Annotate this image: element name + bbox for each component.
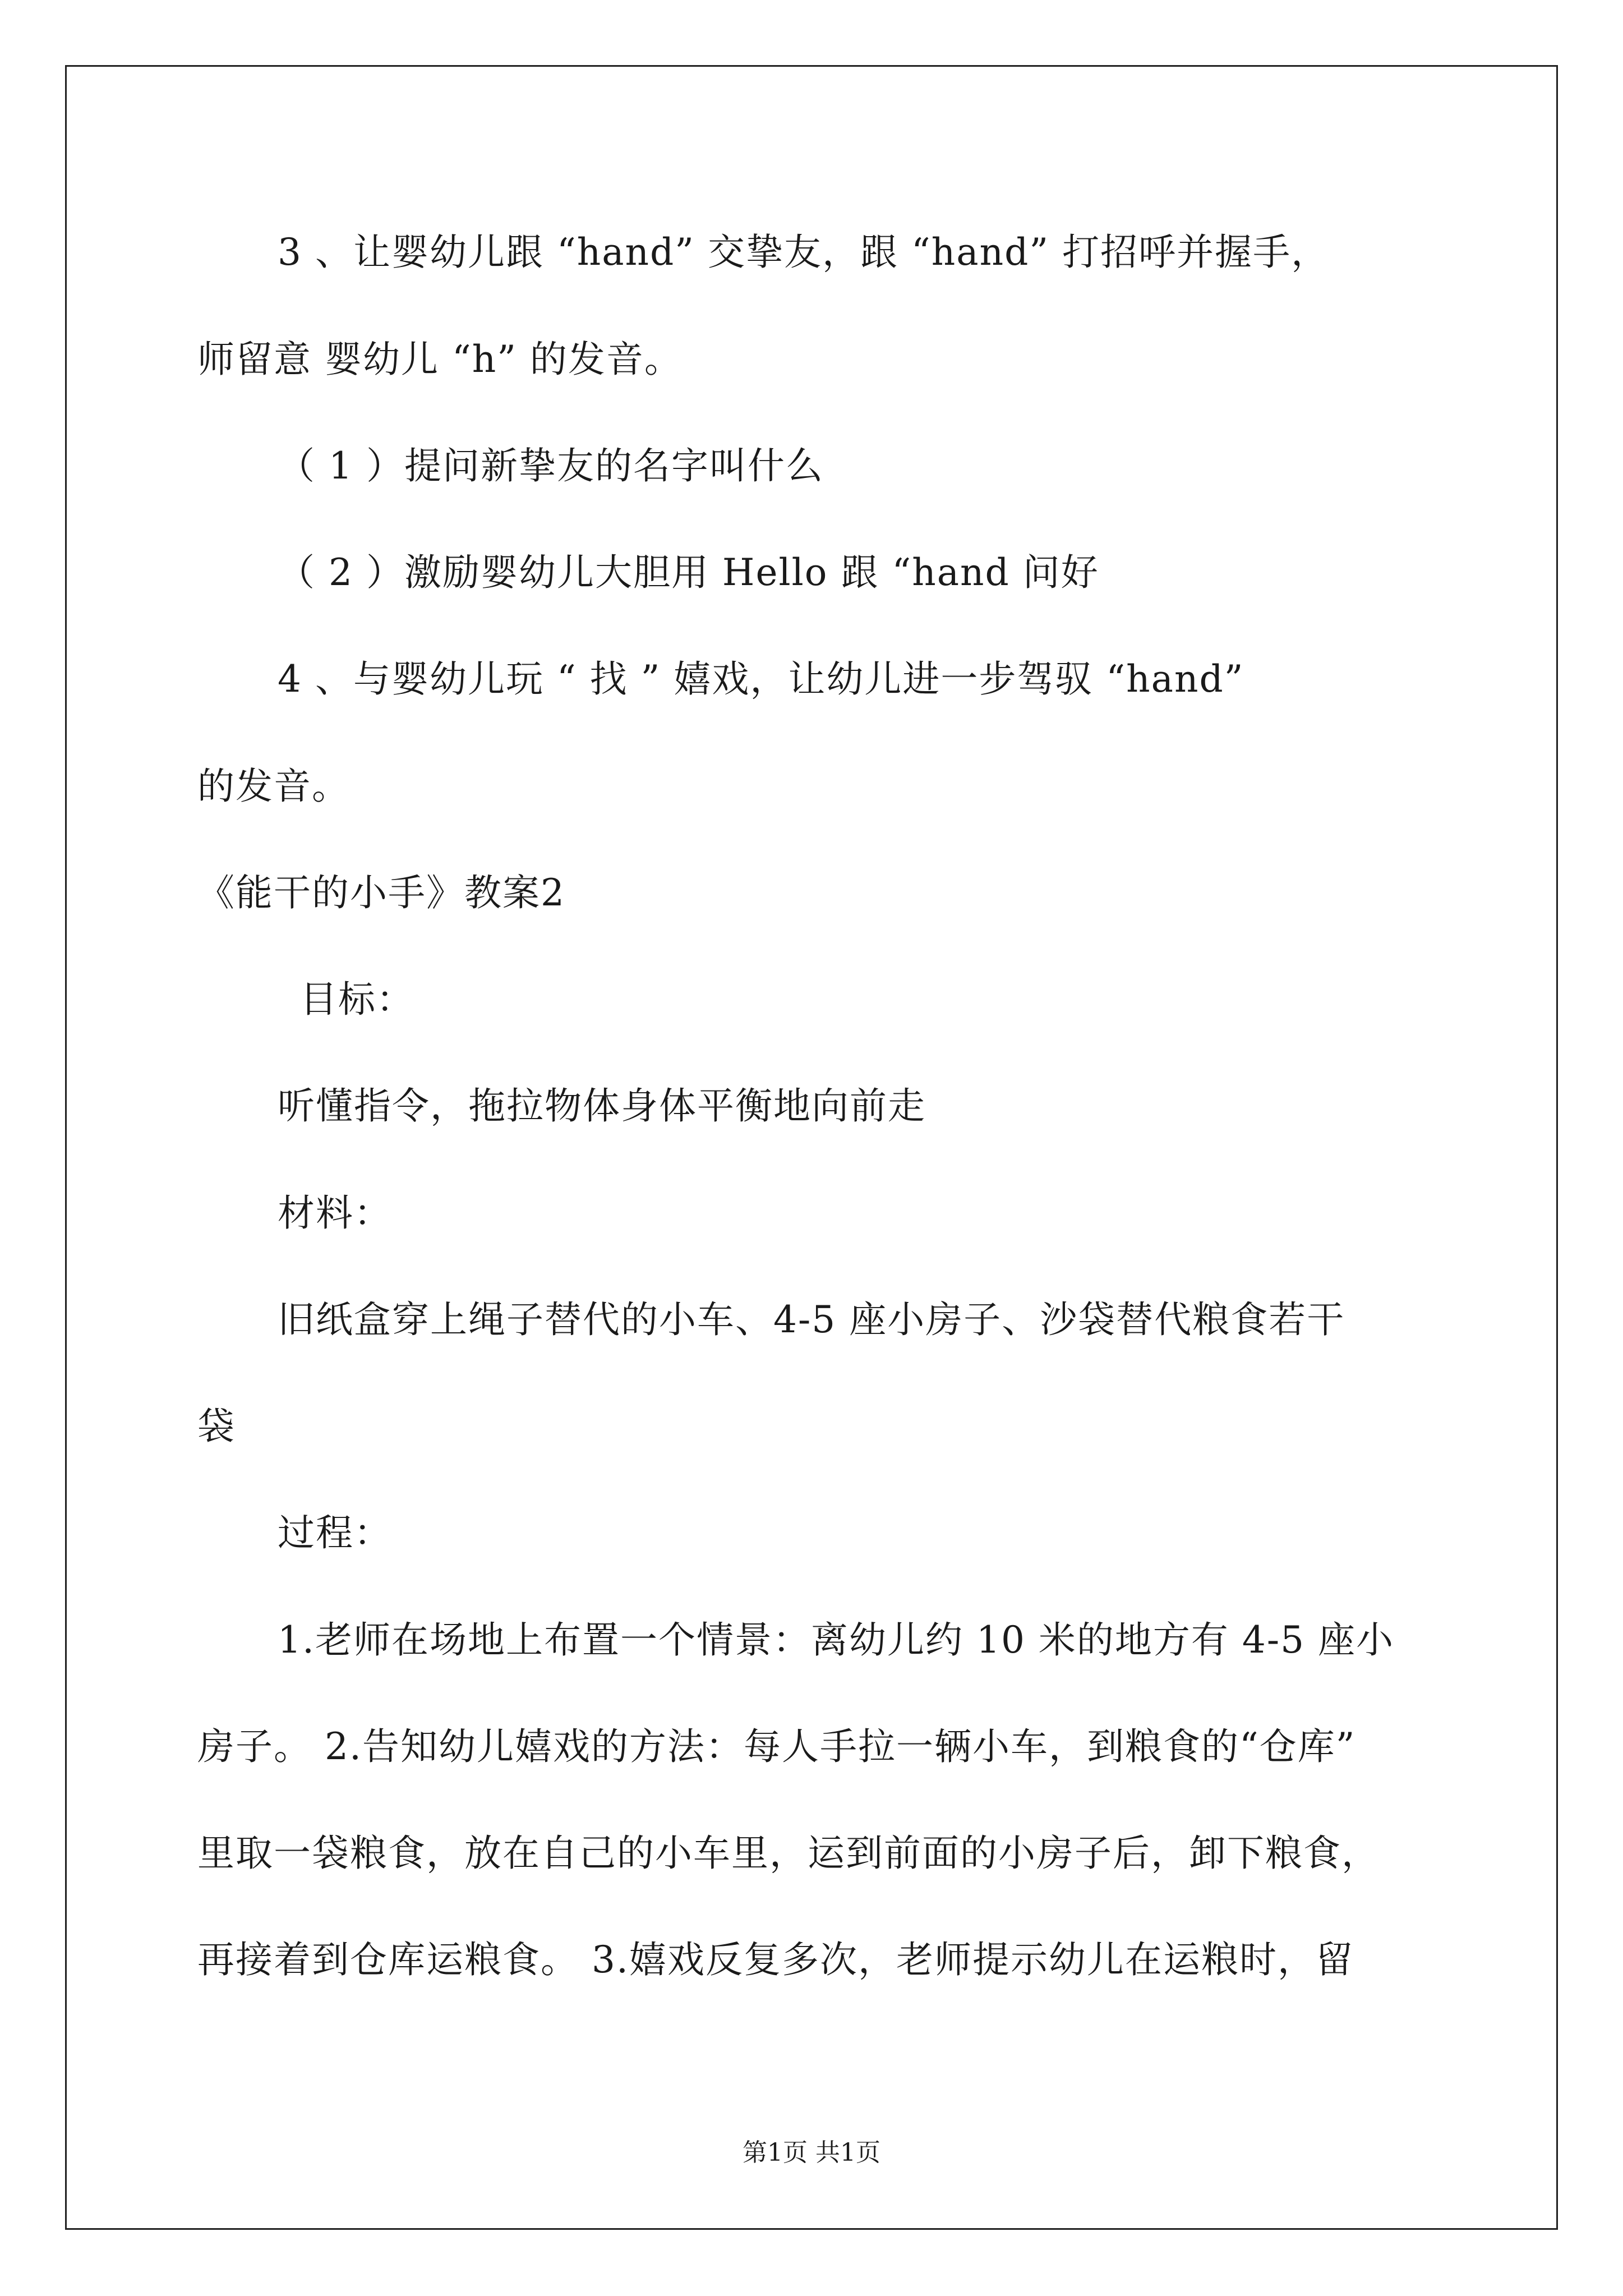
page-border (65, 65, 1558, 2230)
paragraph-line: （ 2 ）激励婴幼儿大胆用 Hello 跟 “hand 问好 (278, 551, 1099, 594)
paragraph-line: 1.老师在场地上布置一个情景：离幼儿约 10 米的地方有 4-5 座小 (278, 1618, 1395, 1662)
paragraph-line: 房子。 2.告知幼儿嬉戏的方法：每人手拉一辆小车，到粮食的“仓库” (197, 1725, 1356, 1768)
paragraph-line: （ 1 ）提问新挚友的名字叫什么 (278, 444, 824, 487)
paragraph-line: 目标： (300, 978, 414, 1021)
section-heading: 《能干的小手》教案2 (197, 871, 565, 914)
paragraph-line: 材料： (278, 1191, 392, 1235)
paragraph-line: 师留意 婴幼儿 “h” 的发音。 (197, 338, 683, 381)
paragraph-line: 4 、与婴幼儿玩 “ 找 ” 嬉戏，让幼儿进一步驾驭 “hand” (278, 657, 1244, 701)
paragraph-line: 袋 (197, 1405, 236, 1448)
paragraph-line: 听懂指令，拖拉物体身体平衡地向前走 (278, 1084, 926, 1128)
paragraph-line: 过程： (278, 1511, 392, 1554)
paragraph-line: 3 、让婴幼儿跟 “hand” 交挚友，跟 “hand” 打招呼并握手， (278, 231, 1330, 274)
paragraph-line: 的发音。 (197, 765, 350, 808)
paragraph-line: 里取一袋粮食，放在自己的小车里，运到前面的小房子后，卸下粮食， (197, 1832, 1380, 1875)
paragraph-line: 再接着到仓库运粮食。 3.嬉戏反复多次，老师提示幼儿在运粮时，留 (197, 1938, 1354, 1981)
page-number: 第1页 共1页 (743, 2138, 880, 2167)
paragraph-line: 旧纸盒穿上绳子替代的小车、4-5 座小房子、沙袋替代粮食若干 (278, 1298, 1345, 1341)
